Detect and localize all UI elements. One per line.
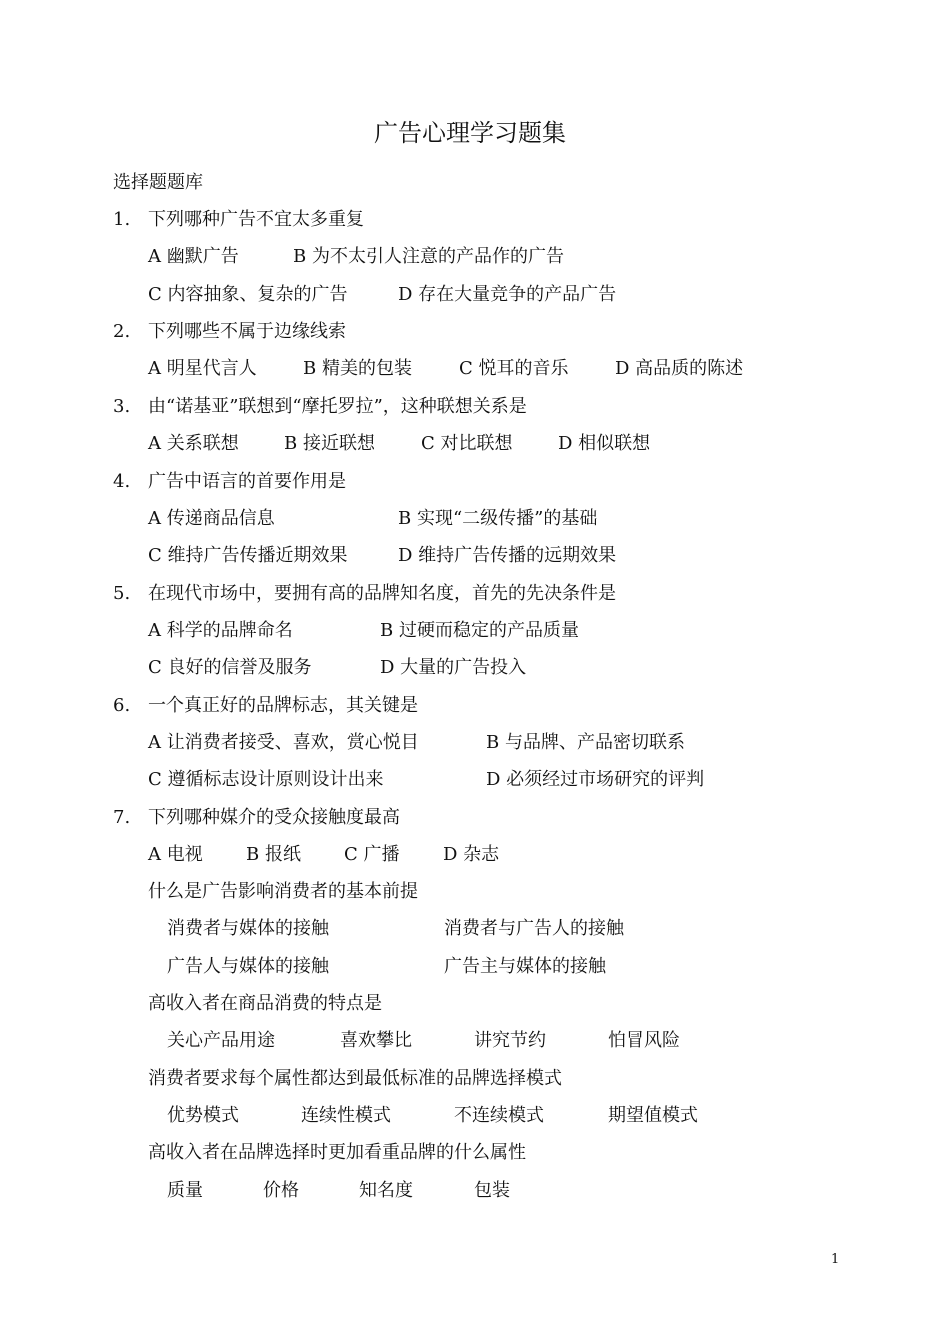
option-b: 连续性模式 <box>301 1105 391 1126</box>
option-a: 消费者与媒体的接触 <box>167 918 329 939</box>
option-c: 讲究节约 <box>474 1030 546 1051</box>
option-c: C 悦耳的音乐 <box>459 358 569 379</box>
option-d: D 维持广告传播的远期效果 <box>398 545 617 566</box>
option-a: 关心产品用途 <box>167 1030 275 1051</box>
option-a: A 电视 <box>148 844 203 865</box>
option-b: B 精美的包装 <box>303 358 412 379</box>
option-d: D 存在大量竞争的产品广告 <box>398 284 617 305</box>
option-a: A 传递商品信息 <box>148 508 275 529</box>
option-c: 知名度 <box>359 1180 413 1201</box>
option-b: B 实现“二级传播”的基础 <box>398 508 598 529</box>
option-c: C 维持广告传播近期效果 <box>148 545 348 566</box>
question-text: 下列哪种广告不宜太多重复 <box>148 209 364 230</box>
option-b: 价格 <box>263 1180 299 1201</box>
question-number: 1. <box>113 209 131 230</box>
option-a: A 幽默广告 <box>148 246 239 267</box>
option-c: 广告人与媒体的接触 <box>167 956 329 977</box>
question-text: 高收入者在商品消费的特点是 <box>148 993 382 1014</box>
option-d: D 必须经过市场研究的评判 <box>486 769 705 790</box>
question-number: 5. <box>113 583 131 604</box>
option-d: D 相似联想 <box>558 433 651 454</box>
question-text: 消费者要求每个属性都达到最低标准的品牌选择模式 <box>148 1068 562 1089</box>
option-a: A 关系联想 <box>148 433 239 454</box>
question-text: 什么是广告影响消费者的基本前提 <box>148 881 418 902</box>
option-a: 质量 <box>167 1180 203 1201</box>
option-d: 广告主与媒体的接触 <box>444 956 606 977</box>
question-number: 4. <box>113 471 131 492</box>
option-b: B 报纸 <box>246 844 301 865</box>
option-d: 包装 <box>474 1180 510 1201</box>
option-a: A 让消费者接受、喜欢，赏心悦目 <box>148 732 419 753</box>
question-text: 高收入者在品牌选择时更加看重品牌的什么属性 <box>148 1142 526 1163</box>
option-a: 优势模式 <box>167 1105 239 1126</box>
option-b: 消费者与广告人的接触 <box>444 918 624 939</box>
question-number: 7. <box>113 807 131 828</box>
option-c: C 良好的信誉及服务 <box>148 657 312 678</box>
option-d: D 杂志 <box>443 844 500 865</box>
option-c: C 内容抽象、复杂的广告 <box>148 284 348 305</box>
option-a: A 科学的品牌命名 <box>148 620 293 641</box>
option-c: C 对比联想 <box>421 433 513 454</box>
question-text: 下列哪些不属于边缘线索 <box>148 321 346 342</box>
question-number: 2. <box>113 321 131 342</box>
page-number: 1 <box>831 1252 840 1267</box>
question-text: 一个真正好的品牌标志，其关键是 <box>148 695 418 716</box>
option-a: A 明星代言人 <box>148 358 257 379</box>
section-heading: 选择题题库 <box>113 172 203 193</box>
option-b: B 与品牌、产品密切联系 <box>486 732 685 753</box>
option-c: C 广播 <box>344 844 400 865</box>
option-c: 不连续模式 <box>454 1105 544 1126</box>
option-b: B 为不太引人注意的产品作的广告 <box>293 246 564 267</box>
option-c: C 遵循标志设计原则设计出来 <box>148 769 384 790</box>
question-text: 在现代市场中，要拥有高的品牌知名度，首先的先决条件是 <box>148 583 616 604</box>
option-d: 怕冒风险 <box>608 1030 680 1051</box>
question-number: 3. <box>113 396 131 417</box>
question-text: 广告中语言的首要作用是 <box>148 471 346 492</box>
question-text: 由“诺基亚”联想到“摩托罗拉”，这种联想关系是 <box>148 396 527 417</box>
option-d: D 高品质的陈述 <box>615 358 744 379</box>
option-b: 喜欢攀比 <box>340 1030 412 1051</box>
option-d: D 大量的广告投入 <box>380 657 527 678</box>
option-d: 期望值模式 <box>608 1105 698 1126</box>
option-b: B 接近联想 <box>284 433 375 454</box>
option-b: B 过硬而稳定的产品质量 <box>380 620 579 641</box>
question-text: 下列哪种媒介的受众接触度最高 <box>148 807 400 828</box>
question-number: 6. <box>113 695 131 716</box>
document-title: 广告心理学习题集 <box>374 119 566 147</box>
